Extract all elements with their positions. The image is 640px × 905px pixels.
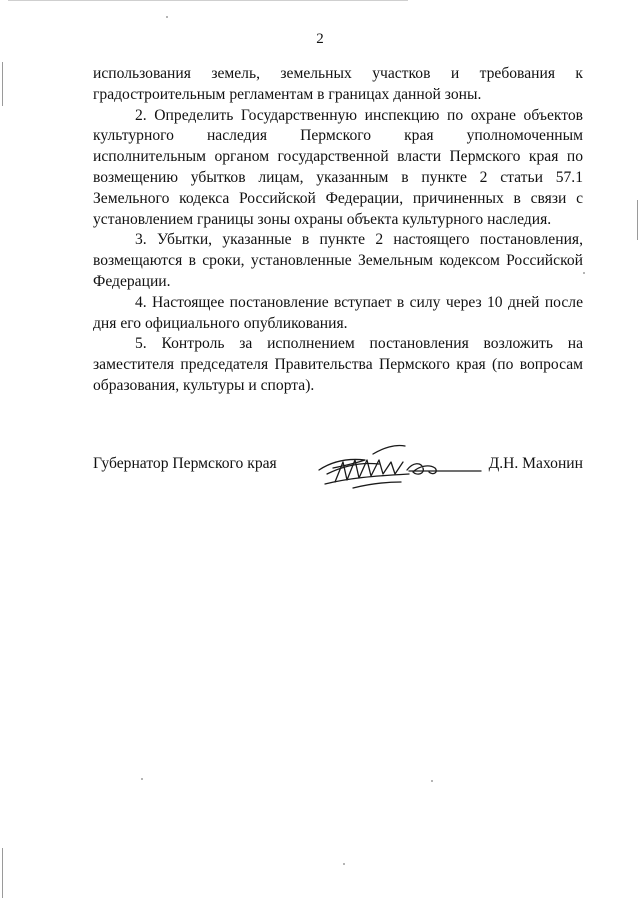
page-number: 2 <box>316 31 324 47</box>
paragraph-item-5: 5. Контроль за исполнением постановления возложить на заместителя председателя Правительства Пермского края (по вопросам образования, культуры и спорта). <box>93 335 583 394</box>
signature-block <box>93 440 583 500</box>
scan-left-edge-mark <box>2 848 3 898</box>
scan-speck <box>166 16 168 18</box>
scan-right-edge-mark <box>637 200 638 240</box>
scan-speck <box>431 780 433 782</box>
paragraph-item-4: 4. Настоящее постановление вступает в силу через 10 дней после дня его официального опубликования. <box>93 293 583 332</box>
document-body <box>93 64 583 397</box>
paragraph-continuation: использования земель, земельных участков и требования к градостроительным регламентам в границах данной зоны. <box>93 65 583 103</box>
scan-left-edge-mark <box>2 62 3 106</box>
signatory-name: Д.Н. Махонин <box>488 455 583 472</box>
scan-speck <box>141 778 143 780</box>
scan-speck <box>583 272 585 274</box>
handwritten-signature <box>313 440 483 496</box>
scan-top-edge-line <box>8 0 408 1</box>
signatory-position: Губернатор Пермского края <box>93 455 277 472</box>
paragraph-item-3: 3. Убытки, указанные в пункте 2 настоящего постановления, возмещаются в сроки, установленные Земельным кодексом Российской Федерации. <box>93 231 583 290</box>
scan-speck <box>343 863 345 865</box>
paragraph-item-2: 2. Определить Государственную инспекцию по охране объектов культурного наследия Пермского края уполномоченным исполнительным органом государственной власти Пермского края по возмещению убытков лицам, указанным в пункте 2 статьи 57.1 Земельного кодекса Российской Федерации, причиненных в связи с установлением границы зоны охраны объекта культурного наследия. <box>93 106 583 228</box>
